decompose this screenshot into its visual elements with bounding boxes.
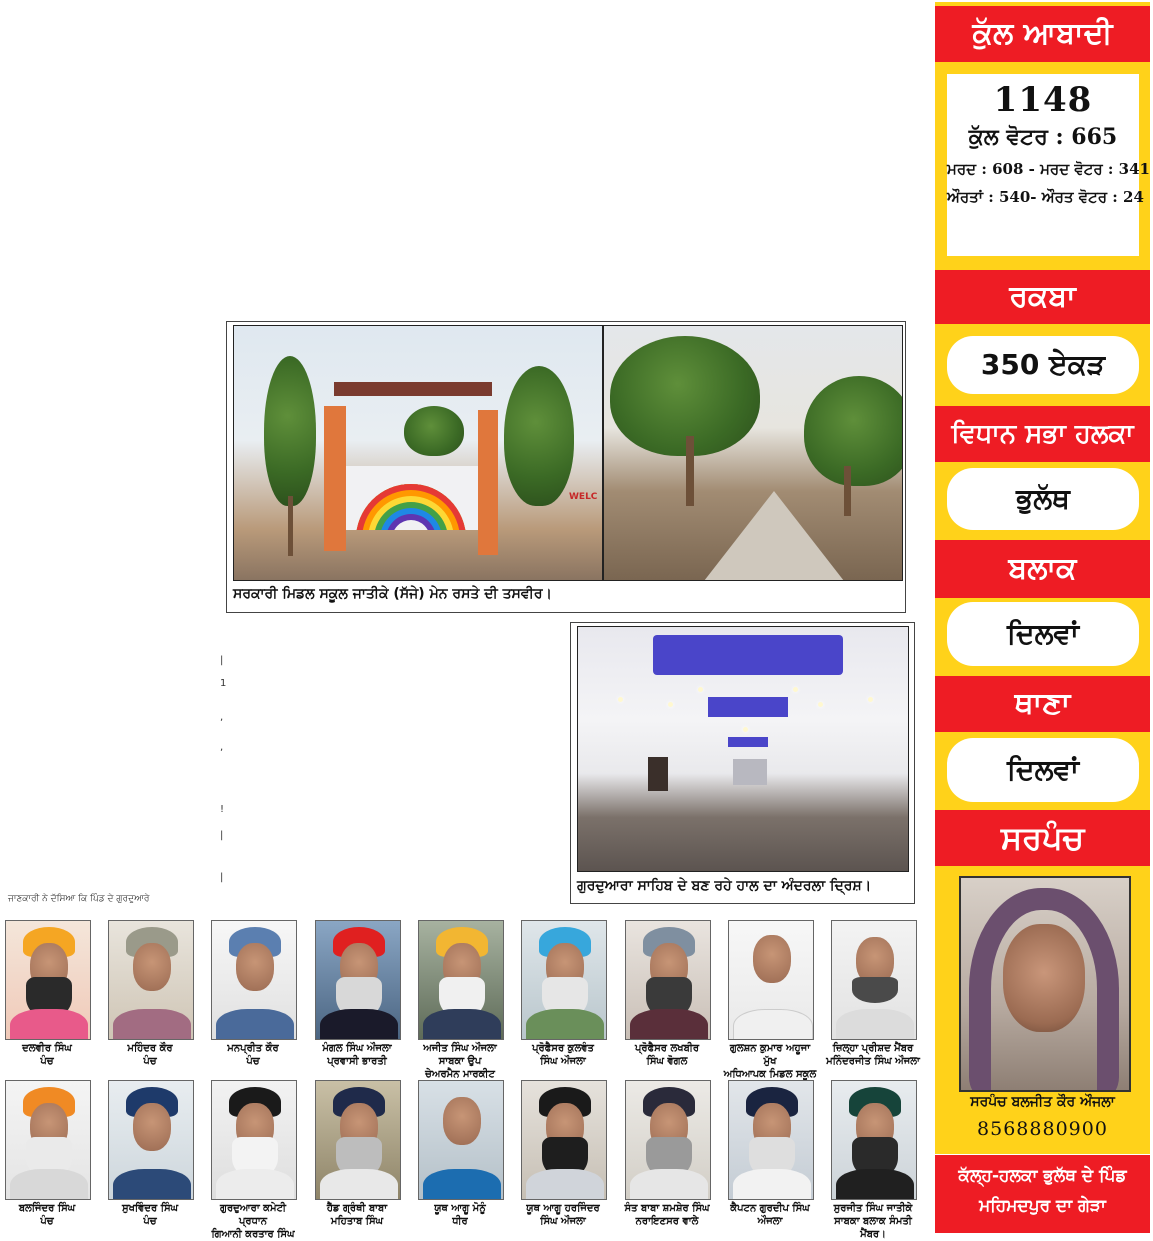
block-value: ਦਿਲਵਾਂ [947,602,1139,666]
person-caption: ਜ਼ਿਲ੍ਹਾ ਪ੍ਰੀਸ਼ਦ ਮੈਂਬਰ ਮਨਿੰਦਰਜੀਤ ਸਿੰਘ ਔਜਲਾ [826,1043,920,1067]
person-caption: ਗੁਰਦੁਆਰਾ ਕਮੇਟੀ ਪ੍ਰਧਾਨ ਗਿਆਨੀ ਕਰਤਾਰ ਸਿੰਘ [211,1203,295,1240]
gurdwara-hall-photo [577,626,909,872]
person-caption: ਮਨਪ੍ਰੀਤ ਕੌਰ ਪੰਚ [227,1043,279,1067]
population-box [947,74,1150,256]
person-photo [625,1080,711,1200]
person-caption: ਦਲਵੀਰ ਸਿੰਘ ਪੰਚ [22,1043,72,1067]
person-photo [728,920,814,1040]
person-photo [521,920,607,1040]
block-heading: ਬਲਾਕ [935,540,1150,598]
women-stats: ਔਰਤਾਂ : 540- ਔਰਤ ਵੋਟਰ : 24 [947,188,1144,206]
school-road-photo-box [226,321,906,613]
person-caption: ਮੰਗਲ ਸਿੰਘ ਔਜਲਾ ਪ੍ਰਵਾਸੀ ਭਾਰਤੀ [322,1043,392,1067]
person-photo [211,920,297,1040]
person-caption: ਸੁਰਜੀਤ ਸਿੰਘ ਜਾਤੀਕੇ ਸਾਬਕਾ ਬਲਾਕ ਸੰਮਤੀ ਮੈਂਬਰ। [833,1203,913,1240]
person-photo [315,920,401,1040]
school-photo-caption: ਸਰਕਾਰੀ ਮਿਡਲ ਸਕੂਲ ਜਾਤੀਕੇ (ਸੱਜੇ) ਮੇਨ ਰਸਤੇ ਦੀ ਤਸਵੀਰ। [233,586,552,602]
person-caption: ਯੂਥ ਆਗੂ ਮੋਨੂੰ ਧੀਰ [434,1203,486,1227]
person-caption: ਮਹਿੰਦਰ ਕੌਰ ਪੰਚ [127,1043,173,1067]
police-station-value: ਦਿਲਵਾਂ [947,738,1139,802]
person-caption: ਸੁਖਵਿੰਦਰ ਸਿੰਘ ਪੰਚ [121,1203,179,1227]
person-caption: ਯੂਥ ਆਗੂ ਹਰਜਿੰਦਰ ਸਿੰਘ ਔਜਲਾ [526,1203,600,1227]
sarpanch-photo [959,876,1131,1092]
article-fragment: ਜਾਣਕਾਰੀ ਨੇ ਦੱਸਿਆ ਕਿ ਪਿੰਡ ਦੇ ਗੁਰਦੁਆਰੇ [8,894,150,904]
gurdwara-hall-photo-box [570,622,915,904]
hall-photo-caption: ਗੁਰਦੁਆਰਾ ਸਾਹਿਬ ਦੇ ਬਣ ਰਹੇ ਹਾਲ ਦਾ ਅੰਦਰਲਾ ਦ੍ਰਿਸ਼। [577,878,872,894]
person-photo [315,1080,401,1200]
person-photo [418,1080,504,1200]
men-stats: ਮਰਦ : 608 - ਮਰਦ ਵੋਟਰ : 341 [947,160,1150,178]
person-photo [5,920,91,1040]
person-photo [831,920,917,1040]
sarpanch-name: ਸਰਪੰਚ ਬਲਜੀਤ ਕੌਰ ਔਜਲਾ [970,1094,1115,1110]
next-issue-line2: ਮਹਿਮਦਪੁਰ ਦਾ ਗੇੜਾ [979,1196,1106,1216]
person-caption: ਬਲਜਿੰਦਰ ਸਿੰਘ ਪੰਚ [18,1203,76,1227]
person-photo [418,920,504,1040]
person-photo [211,1080,297,1200]
gate-welcome-sign: WELC [569,492,598,502]
person-caption: ਸੰਤ ਬਾਬਾ ਸ਼ਮਸ਼ੇਰ ਸਿੰਘ ਨਰਾਇਣਸਰ ਵਾਲੇ [624,1203,710,1227]
person-caption: ਅਜੀਤ ਸਿੰਘ ਔਜਲਾ ਸਾਬਕਾ ਉਪ ਚੇਅਰਮੈਨ ਮਾਰਕੀਟ [423,1043,497,1080]
area-value: 350 ਏਕੜ [947,336,1139,394]
next-issue-note [935,1155,1150,1233]
main-road-photo [603,325,903,581]
person-photo [521,1080,607,1200]
police-station-heading: ਥਾਣਾ [935,676,1150,732]
person-caption: ਪ੍ਰੋਫੈਸਰ ਕੁਲਵੰਤ ਸਿੰਘ ਔਜਲਾ [532,1043,594,1067]
person-photo [108,1080,194,1200]
constituency-value: ਭੁਲੱਥ [947,468,1139,530]
person-caption: ਹੈੱਡ ਗ੍ਰੰਥੀ ਬਾਬਾ ਮਹਿਤਾਬ ਸਿੰਘ [326,1203,388,1227]
area-heading: ਰਕਬਾ [935,270,1150,324]
person-photo [831,1080,917,1200]
constituency-heading: ਵਿਧਾਨ ਸਭਾ ਹਲਕਾ [935,406,1150,462]
person-photo [728,1080,814,1200]
sarpanch-phone: 8568880900 [977,1118,1108,1140]
total-voters: ਕੁੱਲ ਵੋਟਰ : 665 [968,124,1118,150]
person-photo [625,920,711,1040]
person-photo [5,1080,91,1200]
next-issue-line1: ਕੱਲ੍ਹ-ਹਲਕਾ ਭੁਲੱਥ ਦੇ ਪਿੰਡ [958,1166,1127,1186]
person-caption: ਗੁਲਸ਼ਨ ਕੁਮਾਰ ਅਹੂਜਾ ਮੁੱਖ ਅਧਿਆਪਕ ਮਿਡਲ ਸਕੂਲ [723,1043,817,1080]
info-sidebar [935,2,1150,1154]
population-heading: ਕੁੱਲ ਆਬਾਦੀ [935,6,1150,62]
population-total: 1148 [993,80,1093,120]
school-gate-photo [233,325,603,581]
person-photo [108,920,194,1040]
sarpanch-heading: ਸਰਪੰਚ [935,810,1150,866]
person-caption: ਪ੍ਰੋਫੈਸਰ ਲਖਬੀਰ ਸਿੰਘ ਵੋਗਲ [634,1043,700,1067]
person-caption: ਕੈਪਟਨ ਗੁਰਦੀਪ ਸਿੰਘ ਔਜਲਾ [730,1203,810,1227]
